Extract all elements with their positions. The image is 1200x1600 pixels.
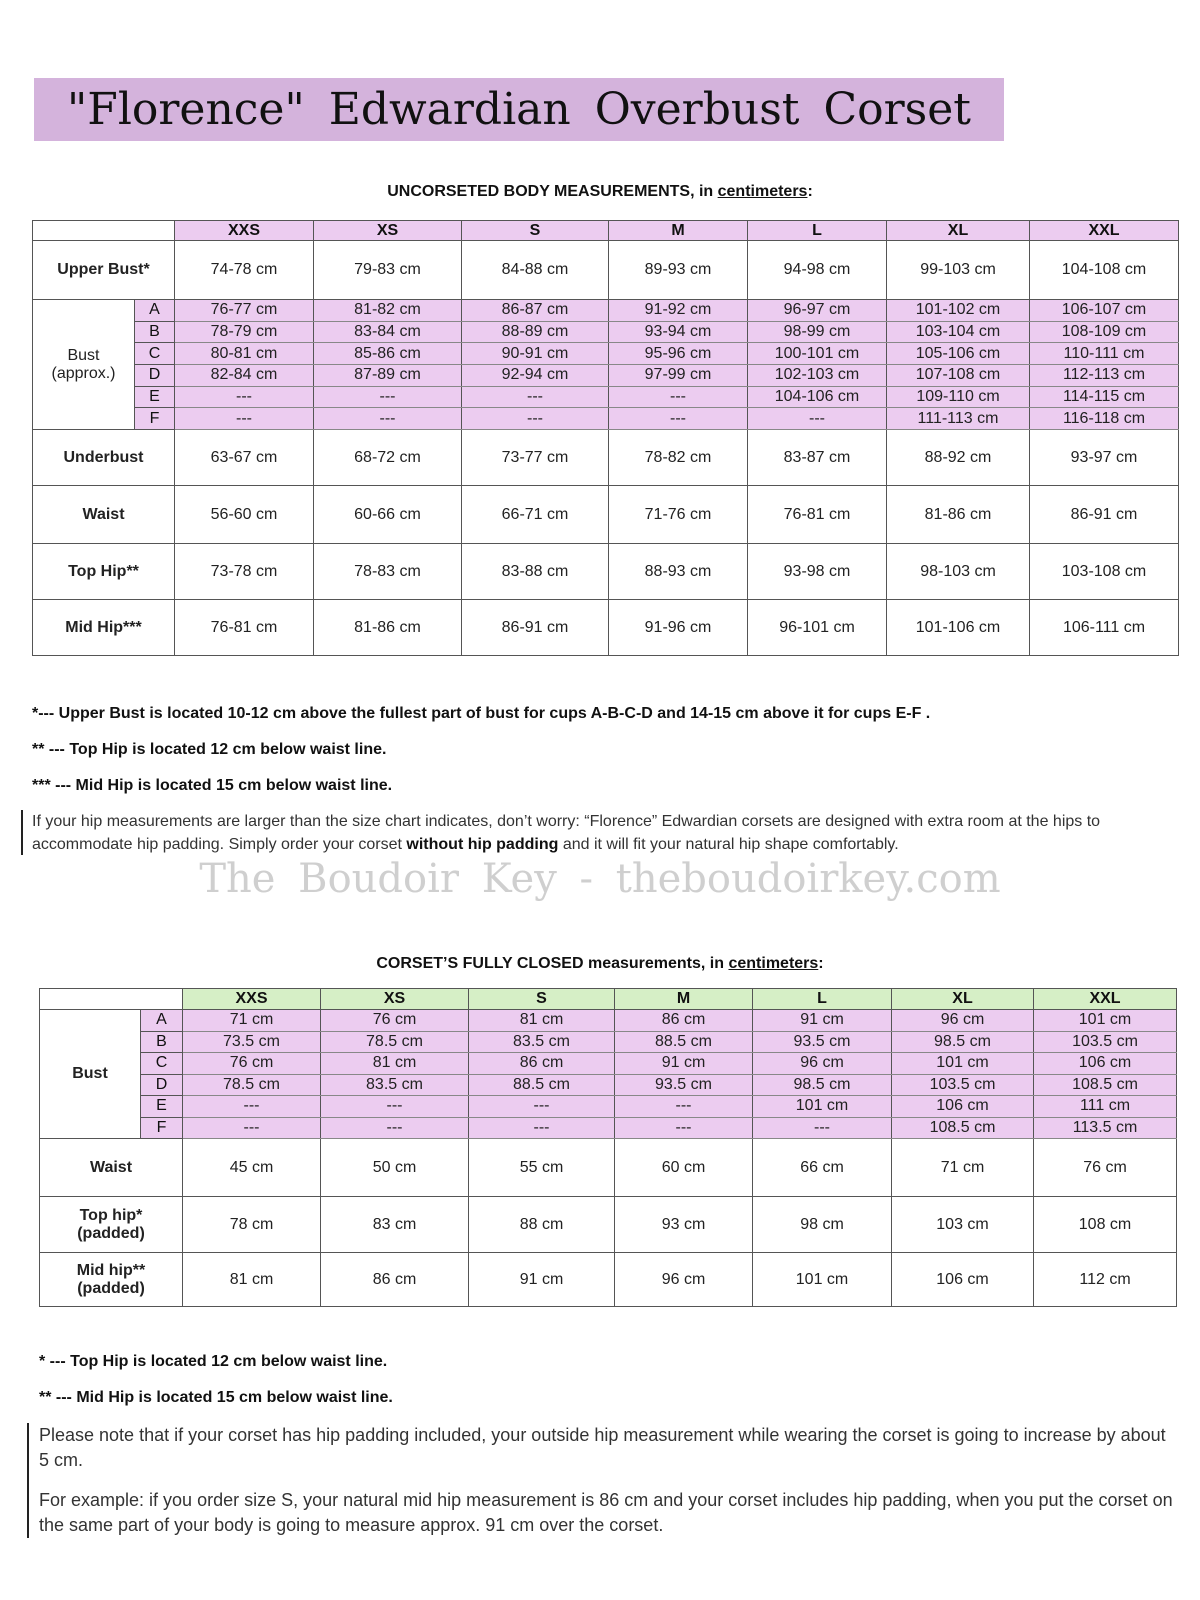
value-cell: 81-86 cm xyxy=(314,600,462,656)
value-cell: 100-101 cm xyxy=(748,343,887,365)
table2-note-2: ** --- Mid Hip is located 15 cm below waist line. xyxy=(39,1389,393,1406)
value-cell: 91-92 cm xyxy=(609,300,748,322)
value-cell: 103-108 cm xyxy=(1030,544,1179,600)
value-cell: 112 cm xyxy=(1034,1253,1177,1307)
page-title: "Florence" Edwardian Overbust Corset xyxy=(67,84,971,135)
corset-closed-measurements-table xyxy=(39,988,1177,1307)
value-cell: --- xyxy=(183,1117,321,1139)
size-header: S xyxy=(469,989,615,1010)
value-cell: 81 cm xyxy=(469,1010,615,1032)
value-cell: 105-106 cm xyxy=(887,343,1030,365)
value-cell: 86-91 cm xyxy=(462,600,609,656)
row-label: Underbust xyxy=(33,430,175,486)
value-cell: 71-76 cm xyxy=(609,486,748,544)
value-cell: 93.5 cm xyxy=(753,1031,892,1053)
cup-letter: B xyxy=(141,1031,183,1053)
hip-paragraph-part2: and it will fit your natural hip shape comfortably. xyxy=(558,836,899,853)
value-cell: 96-97 cm xyxy=(748,300,887,322)
value-cell: 106 cm xyxy=(1034,1053,1177,1075)
cup-letter: A xyxy=(141,1010,183,1032)
bust-cup-row xyxy=(40,1074,1177,1096)
uncorseted-measurements-table xyxy=(32,220,1179,656)
value-cell: 99-103 cm xyxy=(887,241,1030,300)
value-cell: 83 cm xyxy=(321,1197,469,1253)
value-cell: 81-82 cm xyxy=(314,300,462,322)
value-cell: 101 cm xyxy=(1034,1010,1177,1032)
value-cell: 108 cm xyxy=(1034,1197,1177,1253)
table1-note-2: ** --- Top Hip is located 12 cm below waist line. xyxy=(32,741,387,758)
table2-caption-prefix: CORSET’S FULLY CLOSED measurements, in xyxy=(376,955,729,972)
value-cell: 86 cm xyxy=(321,1253,469,1307)
measurement-row xyxy=(33,544,1179,600)
row-label: Waist xyxy=(40,1139,183,1197)
cup-letter: F xyxy=(135,408,175,430)
value-cell: 86 cm xyxy=(469,1053,615,1075)
value-cell: 68-72 cm xyxy=(314,430,462,486)
value-cell: --- xyxy=(175,408,314,430)
measurement-row xyxy=(33,486,1179,544)
value-cell: --- xyxy=(462,408,609,430)
value-cell: --- xyxy=(753,1117,892,1139)
header-row xyxy=(40,989,1177,1010)
bust-cup-row xyxy=(33,343,1179,365)
bust-cup-row xyxy=(40,1117,1177,1139)
corner-cell xyxy=(40,989,183,1010)
value-cell: 116-118 cm xyxy=(1030,408,1179,430)
cup-letter: D xyxy=(141,1074,183,1096)
value-cell: --- xyxy=(609,386,748,408)
value-cell: --- xyxy=(321,1096,469,1118)
value-cell: 86 cm xyxy=(615,1010,753,1032)
measurement-row xyxy=(33,241,1179,300)
value-cell: 83-84 cm xyxy=(314,321,462,343)
value-cell: 80-81 cm xyxy=(175,343,314,365)
table1-caption-unit: centimeters xyxy=(717,183,808,200)
header-row xyxy=(33,221,1179,241)
value-cell: --- xyxy=(183,1096,321,1118)
quote-bar-2 xyxy=(27,1423,29,1538)
cup-letter: A xyxy=(135,300,175,322)
value-cell: --- xyxy=(615,1096,753,1118)
value-cell: 45 cm xyxy=(183,1139,321,1197)
table1-caption xyxy=(0,183,1200,201)
bust-label: Bust xyxy=(40,1010,141,1139)
value-cell: 106 cm xyxy=(892,1096,1034,1118)
row-label: Upper Bust* xyxy=(33,241,175,300)
value-cell: 78.5 cm xyxy=(183,1074,321,1096)
table2-caption xyxy=(0,955,1200,973)
value-cell: 78.5 cm xyxy=(321,1031,469,1053)
value-cell: 101-106 cm xyxy=(887,600,1030,656)
measurement-row xyxy=(40,1253,1177,1307)
value-cell: 76-81 cm xyxy=(175,600,314,656)
value-cell: --- xyxy=(314,408,462,430)
value-cell: 91-96 cm xyxy=(609,600,748,656)
bust-cup-row xyxy=(33,300,1179,322)
value-cell: 107-108 cm xyxy=(887,365,1030,387)
value-cell: 104-106 cm xyxy=(748,386,887,408)
value-cell: 60-66 cm xyxy=(314,486,462,544)
measurement-row xyxy=(40,1197,1177,1253)
value-cell: 91 cm xyxy=(615,1053,753,1075)
value-cell: 85-86 cm xyxy=(314,343,462,365)
value-cell: 83.5 cm xyxy=(321,1074,469,1096)
value-cell: 83-87 cm xyxy=(748,430,887,486)
value-cell: 86-91 cm xyxy=(1030,486,1179,544)
value-cell: 89-93 cm xyxy=(609,241,748,300)
value-cell: --- xyxy=(462,386,609,408)
table1-note-3: *** --- Mid Hip is located 15 cm below waist line. xyxy=(32,777,393,794)
value-cell: --- xyxy=(175,386,314,408)
value-cell: 103.5 cm xyxy=(1034,1031,1177,1053)
value-cell: 55 cm xyxy=(469,1139,615,1197)
value-cell: 98.5 cm xyxy=(753,1074,892,1096)
size-header: L xyxy=(748,221,887,241)
value-cell: 78-82 cm xyxy=(609,430,748,486)
value-cell: 101 cm xyxy=(753,1253,892,1307)
value-cell: 111 cm xyxy=(1034,1096,1177,1118)
value-cell: 92-94 cm xyxy=(462,365,609,387)
value-cell: 88-89 cm xyxy=(462,321,609,343)
cup-letter: C xyxy=(141,1053,183,1075)
value-cell: 93-97 cm xyxy=(1030,430,1179,486)
cup-letter: C xyxy=(135,343,175,365)
value-cell: 103 cm xyxy=(892,1197,1034,1253)
value-cell: 79-83 cm xyxy=(314,241,462,300)
bust-cup-row xyxy=(33,365,1179,387)
value-cell: 101-102 cm xyxy=(887,300,1030,322)
size-header: L xyxy=(753,989,892,1010)
table2-caption-suffix: : xyxy=(818,955,824,972)
example-paragraph: For example: if you order size S, your natural mid hip measurement is 86 cm and your corset includes hip padding, when you put the corset on the same part of your body is going to measure approx. 91 cm over the corset. xyxy=(39,1490,1173,1535)
bust-cup-row xyxy=(40,1053,1177,1075)
value-cell: 91 cm xyxy=(753,1010,892,1032)
value-cell: 106-107 cm xyxy=(1030,300,1179,322)
value-cell: 74-78 cm xyxy=(175,241,314,300)
value-cell: 90-91 cm xyxy=(462,343,609,365)
value-cell: 73-77 cm xyxy=(462,430,609,486)
value-cell: 76 cm xyxy=(321,1010,469,1032)
bust-cup-row xyxy=(33,386,1179,408)
value-cell: 78-79 cm xyxy=(175,321,314,343)
size-header: XXS xyxy=(183,989,321,1010)
value-cell: 83-88 cm xyxy=(462,544,609,600)
value-cell: 106-111 cm xyxy=(1030,600,1179,656)
value-cell: 106 cm xyxy=(892,1253,1034,1307)
hip-padding-paragraph xyxy=(32,810,1182,856)
value-cell: 114-115 cm xyxy=(1030,386,1179,408)
value-cell: --- xyxy=(609,408,748,430)
table1-caption-suffix: : xyxy=(807,183,813,200)
table1-note-1: *--- Upper Bust is located 10-12 cm above the fullest part of bust for cups A-B-C-D and 14-15 cm above it for cups E-F . xyxy=(32,705,931,722)
value-cell: 93-94 cm xyxy=(609,321,748,343)
bust-cup-row xyxy=(40,1031,1177,1053)
value-cell: 66 cm xyxy=(753,1139,892,1197)
row-label: Mid Hip*** xyxy=(33,600,175,656)
cup-letter: D xyxy=(135,365,175,387)
value-cell: 91 cm xyxy=(469,1253,615,1307)
value-cell: 93-98 cm xyxy=(748,544,887,600)
value-cell: 108-109 cm xyxy=(1030,321,1179,343)
value-cell: 56-60 cm xyxy=(175,486,314,544)
bust-cup-row xyxy=(40,1096,1177,1118)
value-cell: 71 cm xyxy=(183,1010,321,1032)
value-cell: 83.5 cm xyxy=(469,1031,615,1053)
size-header: XXL xyxy=(1030,221,1179,241)
size-header: XS xyxy=(314,221,462,241)
value-cell: 88.5 cm xyxy=(615,1031,753,1053)
value-cell: 76-81 cm xyxy=(748,486,887,544)
table2-note-1: * --- Top Hip is located 12 cm below waist line. xyxy=(39,1353,388,1370)
value-cell: 93.5 cm xyxy=(615,1074,753,1096)
value-cell: 84-88 cm xyxy=(462,241,609,300)
bust-label: Bust (approx.) xyxy=(33,300,135,430)
bust-cup-row xyxy=(33,408,1179,430)
value-cell: 104-108 cm xyxy=(1030,241,1179,300)
value-cell: 109-110 cm xyxy=(887,386,1030,408)
size-header: S xyxy=(462,221,609,241)
value-cell: 98-103 cm xyxy=(887,544,1030,600)
value-cell: 81 cm xyxy=(321,1053,469,1075)
hip-paragraph-bold: without hip padding xyxy=(406,836,559,853)
size-header: M xyxy=(615,989,753,1010)
value-cell: 88.5 cm xyxy=(469,1074,615,1096)
value-cell: 73-78 cm xyxy=(175,544,314,600)
cup-letter: E xyxy=(141,1096,183,1118)
value-cell: 96 cm xyxy=(892,1010,1034,1032)
value-cell: 50 cm xyxy=(321,1139,469,1197)
corner-cell xyxy=(33,221,175,241)
value-cell: 76 cm xyxy=(183,1053,321,1075)
value-cell: 112-113 cm xyxy=(1030,365,1179,387)
value-cell: --- xyxy=(748,408,887,430)
value-cell: 108.5 cm xyxy=(892,1117,1034,1139)
value-cell: 73.5 cm xyxy=(183,1031,321,1053)
size-header: XL xyxy=(887,221,1030,241)
row-label: Top Hip** xyxy=(33,544,175,600)
value-cell: 96-101 cm xyxy=(748,600,887,656)
value-cell: --- xyxy=(314,386,462,408)
value-cell: 98.5 cm xyxy=(892,1031,1034,1053)
row-label: Mid hip** (padded) xyxy=(40,1253,183,1307)
size-header: XL xyxy=(892,989,1034,1010)
value-cell: 63-67 cm xyxy=(175,430,314,486)
value-cell: 101 cm xyxy=(892,1053,1034,1075)
value-cell: 94-98 cm xyxy=(748,241,887,300)
value-cell: 88 cm xyxy=(469,1197,615,1253)
value-cell: 108.5 cm xyxy=(1034,1074,1177,1096)
value-cell: --- xyxy=(615,1117,753,1139)
value-cell: 81-86 cm xyxy=(887,486,1030,544)
row-label: Top hip* (padded) xyxy=(40,1197,183,1253)
title-banner xyxy=(34,78,1004,141)
hip-paragraph-part1: If your hip measurements are larger than the size chart indicates, don’t worry: “Florence” Edwardian corsets are designed with extra room at the hips to accommodate hip padding. Simply order your corset xyxy=(32,813,1101,853)
value-cell: 110-111 cm xyxy=(1030,343,1179,365)
value-cell: 76-77 cm xyxy=(175,300,314,322)
value-cell: 81 cm xyxy=(183,1253,321,1307)
table2-caption-unit: centimeters xyxy=(728,955,819,972)
size-header: XS xyxy=(321,989,469,1010)
table1-caption-prefix: UNCORSETED BODY MEASUREMENTS, in xyxy=(387,183,718,200)
value-cell: 76 cm xyxy=(1034,1139,1177,1197)
value-cell: 102-103 cm xyxy=(748,365,887,387)
value-cell: 88-92 cm xyxy=(887,430,1030,486)
value-cell: 98-99 cm xyxy=(748,321,887,343)
value-cell: 66-71 cm xyxy=(462,486,609,544)
cup-letter: E xyxy=(135,386,175,408)
measurement-row xyxy=(33,600,1179,656)
row-label: Waist xyxy=(33,486,175,544)
value-cell: 96 cm xyxy=(615,1253,753,1307)
cup-letter: F xyxy=(141,1117,183,1139)
value-cell: 95-96 cm xyxy=(609,343,748,365)
value-cell: 96 cm xyxy=(753,1053,892,1075)
value-cell: --- xyxy=(469,1117,615,1139)
measurement-row xyxy=(40,1139,1177,1197)
size-header: M xyxy=(609,221,748,241)
value-cell: 97-99 cm xyxy=(609,365,748,387)
value-cell: 93 cm xyxy=(615,1197,753,1253)
value-cell: 88-93 cm xyxy=(609,544,748,600)
value-cell: 71 cm xyxy=(892,1139,1034,1197)
padding-note-paragraph: Please note that if your corset has hip padding included, your outside hip measurement while wearing the corset is going to increase by about 5 cm. xyxy=(39,1425,1166,1470)
value-cell: 82-84 cm xyxy=(175,365,314,387)
value-cell: 101 cm xyxy=(753,1096,892,1118)
cup-letter: B xyxy=(135,321,175,343)
watermark: The Boudoir Key - theboudoirkey.com xyxy=(199,856,1001,902)
value-cell: 103-104 cm xyxy=(887,321,1030,343)
value-cell: --- xyxy=(321,1117,469,1139)
bust-cup-row xyxy=(33,321,1179,343)
value-cell: 98 cm xyxy=(753,1197,892,1253)
value-cell: 60 cm xyxy=(615,1139,753,1197)
value-cell: --- xyxy=(469,1096,615,1118)
value-cell: 87-89 cm xyxy=(314,365,462,387)
value-cell: 78 cm xyxy=(183,1197,321,1253)
bust-cup-row xyxy=(40,1010,1177,1032)
value-cell: 78-83 cm xyxy=(314,544,462,600)
measurement-row xyxy=(33,430,1179,486)
size-header: XXL xyxy=(1034,989,1177,1010)
value-cell: 86-87 cm xyxy=(462,300,609,322)
quote-bar-1 xyxy=(21,810,23,855)
size-header: XXS xyxy=(175,221,314,241)
value-cell: 111-113 cm xyxy=(887,408,1030,430)
value-cell: 113.5 cm xyxy=(1034,1117,1177,1139)
value-cell: 103.5 cm xyxy=(892,1074,1034,1096)
